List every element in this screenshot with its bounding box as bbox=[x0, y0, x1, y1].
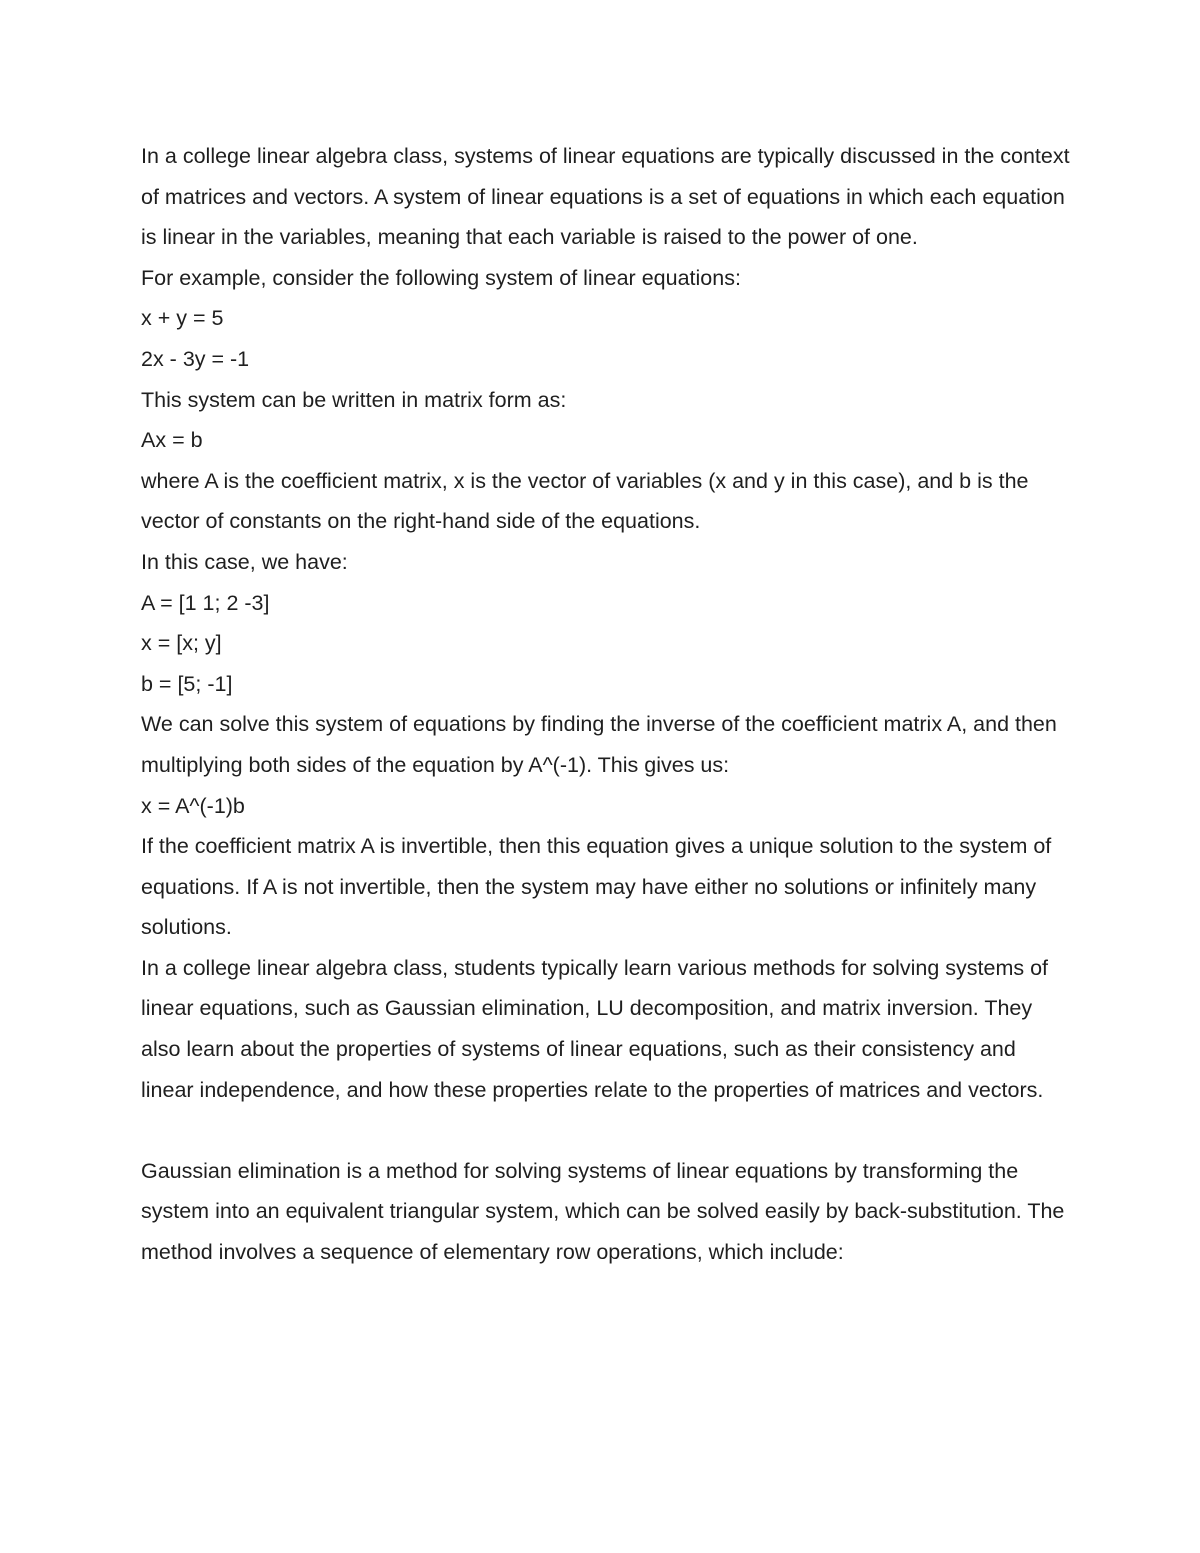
equation-line: b = [5; -1] bbox=[141, 671, 233, 696]
paragraph-invertible: If the coefficient matrix A is invertible, then this equation gives a unique solution to the system of equations. If A is not invertible, then the system may have either no solutions or infinitely many solutions. bbox=[141, 834, 1052, 940]
paragraph-where: where A is the coefficient matrix, x is the vector of variables (x and y in this case), and b is the vector of constants on the right-hand side of the equations. bbox=[141, 468, 1029, 534]
paragraph-in-this-case: In this case, we have: bbox=[141, 549, 348, 574]
paragraph-methods: In a college linear algebra class, students typically learn various methods for solving systems of linear equations, such as Gaussian elimination, LU decomposition, and matrix inversion. They also learn about the properties of systems of linear equations, such as their consistency and linear independence, and how these properties relate to the properties of matrices and vectors. bbox=[141, 955, 1049, 1102]
document-body bbox=[141, 136, 1071, 1273]
paragraph-matrix-form: This system can be written in matrix form as: bbox=[141, 387, 567, 412]
paragraph-intro: In a college linear algebra class, systems of linear equations are typically discussed in the context of matrices and vectors. A system of linear equations is a set of equations in which each equation is linear in the variables, meaning that each variable is raised to the power of one. bbox=[141, 144, 1070, 250]
equation-line: Ax = b bbox=[141, 428, 203, 453]
paragraph-gaussian: Gaussian elimination is a method for solving systems of linear equations by transforming the system into an equivalent triangular system, which can be solved easily by back-substitution. The method involves a sequence of elementary row operations, which include: bbox=[141, 1158, 1065, 1265]
equation-line: 2x - 3y = -1 bbox=[141, 346, 250, 371]
paragraph-inverse: We can solve this system of equations by finding the inverse of the coefficient matrix A, and then multiplying both sides of the equation by A^(-1). This gives us: bbox=[141, 712, 1057, 777]
equation-line: x = A^(-1)b bbox=[141, 793, 245, 818]
blank-line bbox=[141, 1110, 1071, 1151]
equation-line: x + y = 5 bbox=[141, 306, 224, 331]
paragraph-example-lead: For example, consider the following system of linear equations: bbox=[141, 265, 741, 290]
equation-line: x = [x; y] bbox=[141, 631, 222, 656]
equation-line: A = [1 1; 2 -3] bbox=[141, 590, 270, 615]
